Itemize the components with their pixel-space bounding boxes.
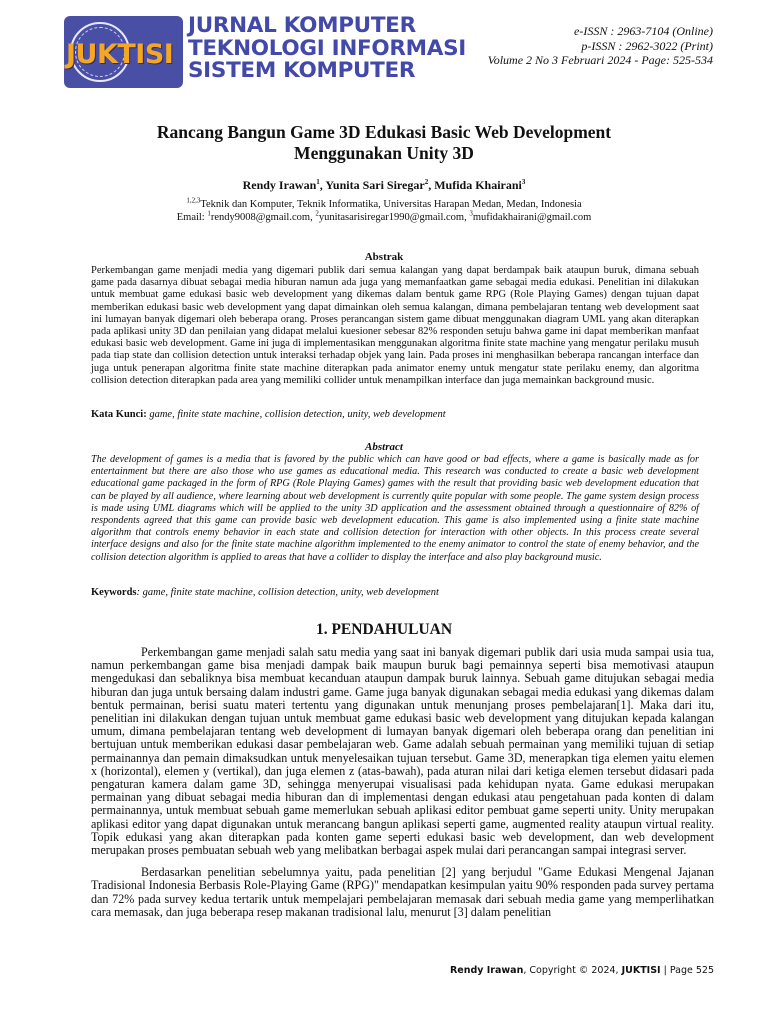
author-name: Yunita Sari Siregar (325, 178, 425, 192)
journal-name-line: SISTEM KOMPUTER (188, 58, 416, 83)
footer-page: | Page 525 (660, 965, 714, 976)
keywords-list: : game, finite state machine, collision detection, unity, web development (136, 587, 439, 598)
abstrak-heading: Abstrak (364, 251, 404, 263)
keywords-label: Keywords (91, 587, 137, 598)
author-sup: 1 (316, 178, 320, 186)
paragraph: Perkembangan game menjadi salah satu media yang saat ini banyak digemari publik dari usia muda sampai usia tua, namun perkembangan game bisa menjadi dampak baik maupun buruk bagi pemainnya seperti bisa memotivasi ataupun mengedukasi dan sebaliknya bisa membuat kecanduan ataupun dampak buruk lainnya. Sebuah game ditujukan sebagai media hiburan dan juga untuk bersaing dalam industri game. Game juga banyak digunakan sebagai media edukasi yang dikemas dalam bentuk permainan, berisi suatu materi tertentu yang digunakan untuk menunjang proses pembelajaran[1]. Maka dari itu, penelitian ini dilakukan dengan tujuan untuk membuat game edukasi basic web development yang ditujukan kepada kalangan umum, dimana pembelajaran tentang web development di lumayan banyak digemari oleh beberapa orang dan penelitian ini bertujuan untuk memberikan edukasi dasar pembelajaran web. Game adalah sebuah permainan yang memiliki tujuan di setiap permainannya dan pemain dimaksudkan untuk menyelesaikan tujuan tersebut. Game 3D, menerapkan tiga elemen yaitu elemen x (horizontal), elemen y (vertikal), dan juga elemen z (atas-bawah), pada aturan nilai dari ketiga elemen tersebut didasari pada pengaturan kamera dalam game 3D, sehingga menyerupai visualisasi pada kehidupan nyata. Game edukasi merupakan permainan yang dibuat sebagai media hiburan dan di implementasi dengan edukasi atau pengetahuan pada konten di dalam permainannya, untuk membuat sebuah game memerlukan sebuah aplikasi editor pembuat game seperti unity. Unity merupakan aplikasi editor yang dapat digunakan untuk merancang bangun aplikasi seperti game, augmented reality ataupun virtual reality. Topik edukasi yang akan diterapkan pada konten game seperti edukasi basic web development, dan web development merupakan proses pembuatan sebuah web yang melibatkan berbagai aspek mulai dari perancangan sampai integrasi server. (91, 645, 714, 858)
author-sup: 2 (424, 178, 429, 186)
kata-kunci (91, 409, 699, 420)
journal-name-line: JURNAL KOMPUTER (188, 13, 416, 38)
eissn: e-ISSN : 2963-7104 (Online) (574, 24, 713, 38)
journal-name-line: TEKNOLOGI INFORMASI (188, 35, 466, 61)
author-name: Rendy Irawan (242, 178, 317, 192)
footer-journal: JUKTISI (621, 965, 661, 976)
email-sup: 1 (207, 209, 211, 218)
paper-title (60, 122, 708, 164)
section-body (91, 646, 714, 919)
issn-block (488, 24, 713, 68)
pissn: p-ISSN : 2962-3022 (Print) (581, 38, 713, 53)
footer-author: Rendy Irawan (449, 965, 524, 976)
email-link[interactable]: mufidakhairani@gmail.com (472, 212, 592, 223)
footer-copyright: , Copyright © 2024, (523, 965, 622, 976)
journal-logo (64, 16, 183, 88)
abstract-heading: Abstract (365, 441, 403, 453)
email-label: Email: (176, 212, 208, 223)
author-list: Rendy Irawan$^1$, Yunita Sari Siregar$^2$, Mufida Khairani$^3$ (242, 178, 526, 192)
affil-sup: 1,2,3 (186, 196, 201, 205)
logo-text: JUKTISI (66, 39, 174, 70)
section-heading: 1. PENDAHULUAN (315, 621, 453, 638)
paragraph: Berdasarkan penelitian sebelumnya yaitu, pada penelitian [2] yang berjudul "Game Edukasi Mengenal Jajanan Tradisional Indonesia Berbasis Role-Playing Game (RPG)" mendapatkan kesimpulan yaitu 90% responden pada survey pertama dan 72% pada survey kedua tertarik untuk mempelajari pembelajaran memasak dari sebuah media game yang memperlihatkan cara memasak, dan juga beberapa resep makanan tradisional lalu, menurut [3] dalam penelitian (91, 865, 714, 919)
kata-kunci-label: Kata Kunci: (91, 409, 147, 420)
keywords (91, 587, 699, 598)
kata-kunci-list: game, finite state machine, collision detection, unity, web development (146, 409, 446, 420)
volume-info: Volume 2 No 3 Februari 2024 - Page: 525-534 (487, 53, 713, 67)
author-name: Mufida Khairani (434, 178, 522, 192)
affiliation-line (60, 198, 708, 211)
title-line: Menggunakan Unity 3D (294, 143, 474, 163)
email-line: Email: $^1$rendy9008@gmail.com, $^2$yunitasarisiregar1990@gmail.com, $^3$mufidakhairani@gmail.com (176, 209, 592, 223)
author-sup: 3 (521, 178, 526, 186)
journal-name (188, 15, 466, 83)
affiliation: Teknik dan Komputer, Teknik Informatika, Universitas Harapan Medan, Medan, Indonesia (200, 199, 582, 210)
email-sup: 3 (469, 209, 473, 218)
page-footer (450, 965, 714, 976)
abstract-text: The development of games is a media that is favored by the public which can have good or bad effects, where a game is basically made as for entertainment but there are also those who use games as educational media. This research was conducted to create a basic web development educational game packaged in the form of RPG (Role Playing Games) games with the result that providing basic web development education that can be played by all audience, where learning about web development is currently quite popular with some people. The game system design process is made using UML diagrams which will be applied to the unity 3D application and the assessment obtained through a questionnaire of 82% of respondents agreed that this game can provide basic web development education. This game is also implemented using a finite state machine algorithm that controls enemy behavior in each state and collision detection for interaction with other objects. In this process create several interface designs and also for the finite state machine algorithm implemented to the enemy animator to control the state of enemy behavior, and the collision detection algorithm is applied to areas that have a collider to display the interface and also play background music. (91, 454, 699, 563)
abstrak-text: Perkembangan game menjadi media yang digemari publik dari semua kalangan yang dapat berdampak baik ataupun buruk, dimana sebuah game pada dasarnya dibuat sebagai media hiburan namun ada juga yang memanfaatkan game sebagai media edukasi. Penelitian ini dilakukan untuk membuat game edukasi basic web development yang dikemas dalam bentuk game RPG (Role Playing Games) dengan tujuan dapat memberikan edukasi basic web development yang dapat dimainkan oleh semua kalangan, dimana pembelajaran tentang web development saat ini lumayan banyak digemari oleh beberapa orang. Proses perancangan sistem game dibuat menggunakan diagram UML yang akan diterapkan pada aplikasi unity 3D dan penilaian yang didapat melalui kuesioner sebesar 82% responden setuju bahwa game ini dapat memberikan manfaat edukasi basic web development. Game ini juga di implementasikan menggunakan algoritma finite state machine yang mengatur perilaku musuh pada tiap state dan collision detection untuk interaksi terhadap objek yang lain. Pada proses ini menghasilkan beberapa rancangan interface dan juga untuk penerapan algoritma finite state machine diterapkan pada animator enemy untuk mengatur state perilaku enemy, dan algoritma collision detection diterapkan pada area yang memiliki collider untuk menampilkan interface dan juga memainkan background music. (91, 265, 699, 386)
email-sup: 2 (315, 209, 319, 218)
title-line: Rancang Bangun Game 3D Edukasi Basic Web Development (156, 122, 612, 142)
email-link[interactable]: yunitasarisiregar1990@gmail.com (318, 212, 465, 223)
email-link[interactable]: rendy9008@gmail.com (210, 212, 311, 223)
affiliation-block (60, 198, 708, 224)
